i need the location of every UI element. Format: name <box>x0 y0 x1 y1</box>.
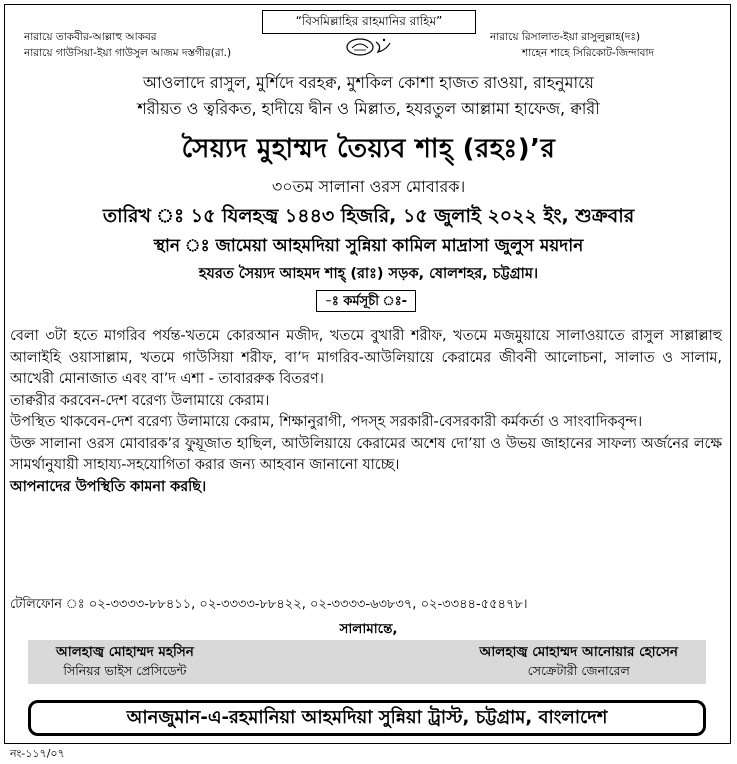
right-slogan-2: শাহেন শাহে সিরিকোট-জিন্দাবাদ <box>522 47 655 59</box>
signatory-left <box>56 642 194 680</box>
event-date: তারিখ ঃ ১৫ যিলহজ্ব ১৪৪৩ হিজরি, ১৫ জুলাই ২০২২ ইং, শুক্রবার <box>102 205 635 227</box>
signatory-left-name: আলহাজ্ব মোহাম্মদ মহসিন <box>56 644 194 660</box>
signatory-right-title: সেক্রেটারী জেনারেল <box>527 663 630 678</box>
event-address: হযরত সৈয়্যদ আহমদ শাহ্ (রাঃ) সড়ক, ষোলশহর, চট্টগ্রাম। <box>198 266 539 282</box>
organization-footer: আনজুমান-এ-রহমানিয়া আহমদিয়া সুন্নিয়া ট্রাস্ট, চট্টগ্রাম, বাংলাদেশ <box>28 700 706 736</box>
left-slogan-1: নারায়ে তাকবীর-আল্লাহু আকবর <box>24 31 157 43</box>
left-slogan-2: নারায়ে গাউসিয়া-ইয়া গাউসুল আজম দস্তগীর(রা.) <box>24 47 232 59</box>
signatory-left-title: সিনিয়র ভাইস প্রেসিডেন্ট <box>63 663 187 678</box>
calligraphy-seal-icon <box>340 36 396 58</box>
intro-line-2: শরীয়ত ও ত্বরিকত, হাদীয়ে দ্বীন ও মিল্লাত, হযরতুল আল্লামা হাফেজ, ক্বারী <box>137 99 600 118</box>
honoree-name: সৈয়্যদ মুহাম্মদ তৈয়্যব শাহ্ (রহঃ)’র <box>181 134 556 164</box>
reference-number: নং-১১৭/০৭ <box>10 747 65 760</box>
intro-line-1: আওলাদে রাসুল, মুর্শিদে বরহক্ব, মুশকিল কোশা হাজত রাওয়া, রাহনুমায়ে <box>143 73 594 92</box>
greeting: সালামান্তে, <box>339 621 398 637</box>
program-paragraph-2: তাক্বরীর করবেন-দেশ বরেণ্য উলামায়ে কেরাম। <box>10 392 270 409</box>
signatory-right-name: আলহাজ্ব মোহাম্মদ আনোয়ার হোসেন <box>479 644 678 660</box>
program-paragraph-1: বেলা ৩টা হতে মাগরিব পর্যন্ত-খতমে কোরআন মজীদ, খতমে বুখারী শরীফ, খতমে মজমুয়ায়ে সালাওয়াতে রাসুল সাল্লাল্লাহু আলাইহি ওয়াসাল্লাম, খতমে গাউসিয়া শরীফ, বা’দ মাগরিব-আউলিয়ায়ে কেরামের জীবনী আলোচনা, সালাত ও সালাম, আখেরী মোনাজাত এবং বা’দ এশা - তাবাররুক বিতরণ। <box>10 328 722 387</box>
program-paragraph-3: উপস্থিত থাকবেন-দেশ বরেণ্য উলামায়ে কেরাম, শিক্ষানুরাগী, পদস্হ সরকারী-বেসরকারী কর্মকর্তা ও সাংবাদিকবৃন্দ। <box>10 414 643 430</box>
signature-bar <box>28 640 706 684</box>
program-body <box>10 326 722 498</box>
program-paragraph-4: উক্ত সালানা ওরস মোবারক’র ফুয়ূজাত হাছিল, আউলিয়ায়ে কেরামের অশেষ দো’য়া ও উভয় জাহানের সাফল্য অর্জনের লক্ষে সামর্থানুযায়ী সাহায্য-সহযোগিতা করার জন্য আহবান জানানো যাচ্ছে। <box>10 435 722 473</box>
event-title: ৩০তম সালানা ওরস মোবারক। <box>271 177 466 196</box>
invitation-line: আপনাদের উপস্থিতি কামনা করছি। <box>10 478 207 495</box>
event-place: স্থান ঃ জামেয়া আহমদিয়া সুন্নিয়া কামিল মাদ্রাসা জুলুস ময়দান <box>153 236 584 256</box>
right-slogan-1: নারায়ে রিসালাত-ইয়া রাসুলুল্লাহ(দঃ) <box>490 31 641 43</box>
program-label: -ঃ কর্মসূচী ঃ- <box>316 290 416 312</box>
phone-numbers: টেলিফোন ঃ ০২-৩৩৩৩-৮৮৪১১, ০২-৩৩৩৩-৮৮৪২২, ০২-৩৩৩৩-৬৩৮৩৭, ০২-৩৩৪৪-৫৫৪৭৮। <box>10 597 528 612</box>
bismillah-box: “বিসমিল্লাহির রাহমানির রাহিম” <box>262 10 476 34</box>
signatory-right <box>480 642 678 680</box>
